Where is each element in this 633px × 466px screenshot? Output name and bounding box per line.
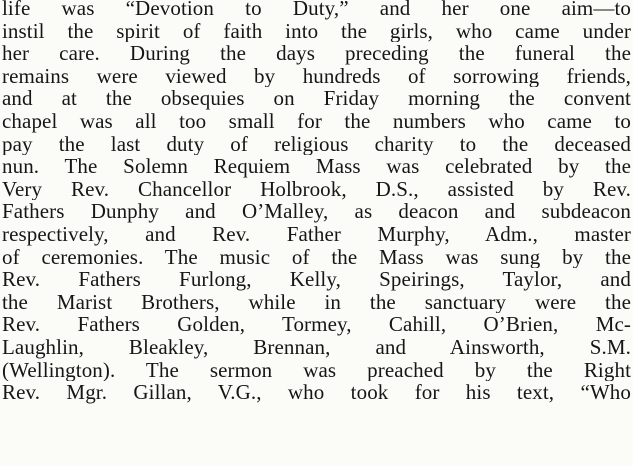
text-line: life was “Devotion to Duty,” and her one aim—to: [2, 0, 631, 20]
text-line: Rev. Fathers Furlong, Kelly, Speirings, Taylor, and: [2, 268, 631, 291]
text-line: her care. During the days preceding the funeral the: [2, 42, 631, 65]
text-line: remains were viewed by hundreds of sorrowing friends,: [2, 64, 631, 88]
text-line: of ceremonies. The music of the Mass was sung by the: [2, 245, 631, 269]
text-line: Laughlin, Bleakley, Brennan, and Ainsworth, S.M.: [2, 335, 631, 359]
text-line: respectively, and Rev. Father Murphy, Adm., master: [2, 222, 631, 246]
article-text: [2, 0, 631, 404]
text-line: instil the spirit of faith into the girls, who came under: [2, 19, 631, 43]
text-line: and at the obsequies on Friday morning the convent: [2, 87, 631, 110]
text-line: the Marist Brothers, while in the sanctuary were the: [2, 290, 631, 314]
text-line: Fathers Dunphy and O’Malley, as deacon and subdeacon: [2, 200, 631, 223]
text-line: Very Rev. Chancellor Holbrook, D.S., assisted by Rev.: [2, 177, 631, 201]
text-line: (Wellington). The sermon was preached by the Right: [2, 358, 631, 382]
text-line: Rev. Fathers Golden, Tormey, Cahill, O’Brien, Mc-: [2, 313, 631, 336]
text-line: nun. The Solemn Requiem Mass was celebrated by the: [2, 155, 631, 178]
text-line: chapel was all too small for the numbers who came to: [2, 109, 631, 133]
text-line: Rev. Mgr. Gillan, V.G., who took for his text, “Who: [2, 381, 631, 404]
text-line: pay the last duty of religious charity to the deceased: [2, 132, 631, 156]
